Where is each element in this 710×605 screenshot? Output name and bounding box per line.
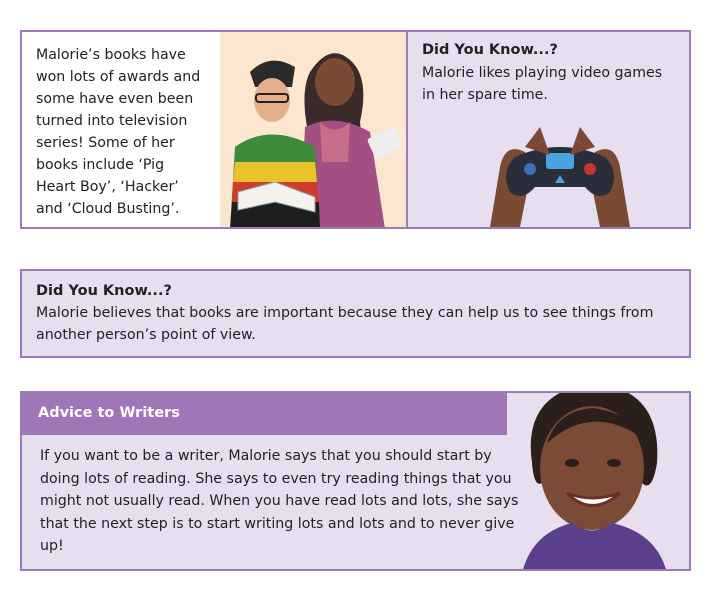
advice-heading: Advice to Writers (38, 405, 180, 421)
advice-text: If you want to be a writer, Malorie says that you should start by doing lots of reading. She says to even try reading things that you might not usually read. When you have read lots and lots, she says that the next step is to start writing lots and lots and to never give up! (40, 448, 519, 554)
games-panel (406, 30, 691, 229)
books-text: Malorie’s books have won lots of awards and some have even been turned into television series! Some of her books include ‘Pig Heart Boy’, ‘Hacker’ and ‘Cloud Busting’. (36, 47, 201, 217)
games-text: Malorie likes playing video games in her spare time. (422, 65, 663, 103)
malorie-portrait (492, 391, 691, 571)
advice-panel (20, 391, 691, 571)
readers-illustration (220, 30, 406, 229)
advice-header (22, 393, 507, 435)
game-controller-image (480, 117, 640, 227)
viewpoint-text: Malorie believes that books are important because they can help us to see things from another person’s point of view. (36, 305, 654, 343)
viewpoint-heading: Did You Know...? (36, 283, 172, 299)
games-heading: Did You Know...? (422, 42, 558, 58)
viewpoint-panel (20, 269, 691, 358)
books-panel (20, 30, 220, 229)
readers-image (220, 32, 406, 229)
